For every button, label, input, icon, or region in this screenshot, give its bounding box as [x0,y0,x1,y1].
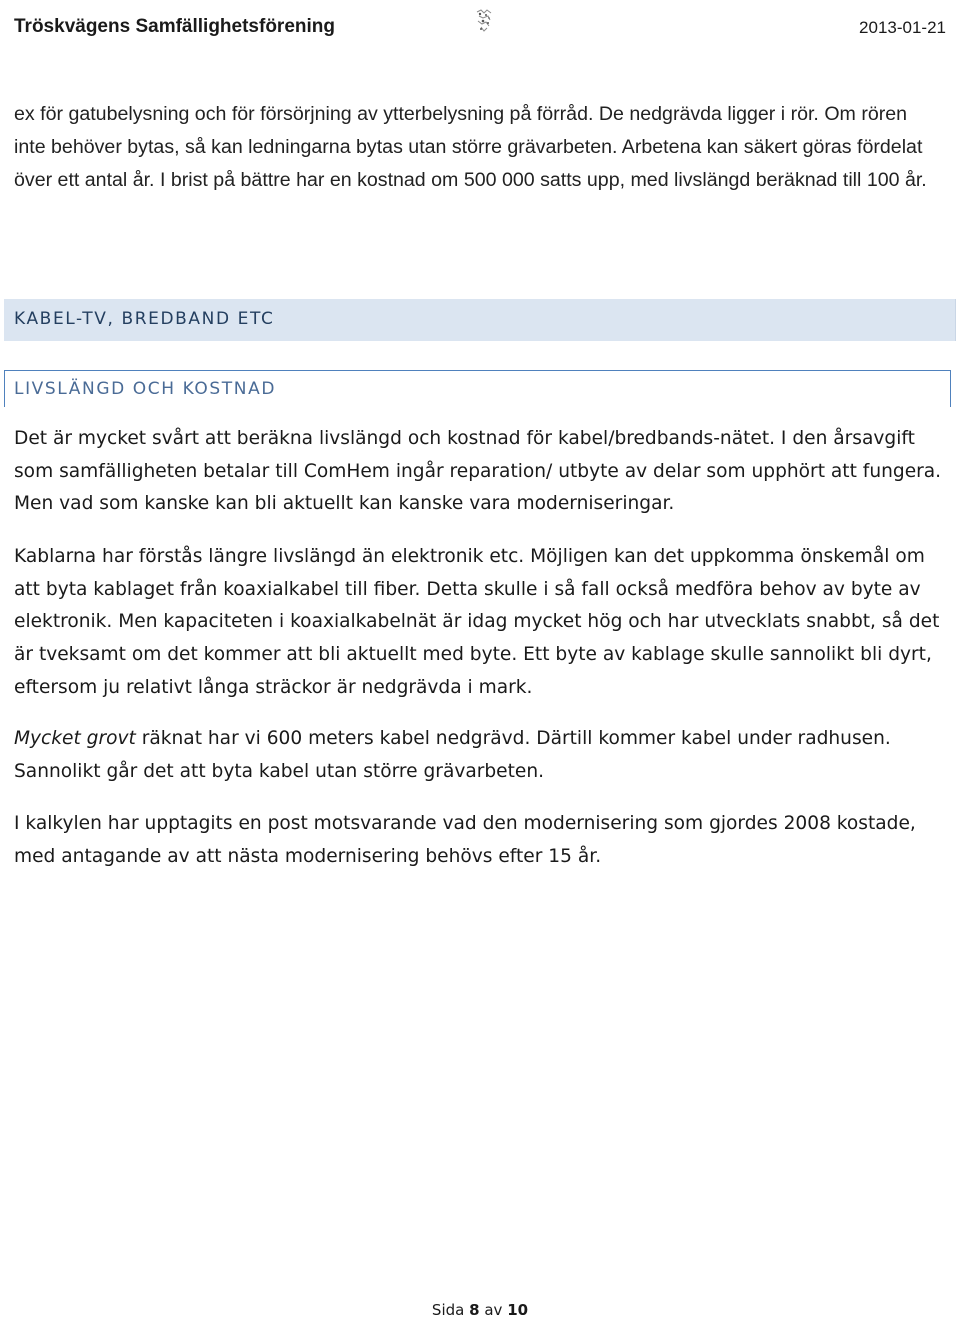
section-heading: KABEL-TV, BREDBAND ETC [14,309,275,329]
subsection-heading-frame [4,370,951,407]
paragraph-emphasis: Mycket grovt [14,728,136,749]
paragraph-cable-fiber: Kablarna har förstås längre livslängd än elektronik etc. Möjligen kan det uppkomma önskemål om att byta kablaget från koaxialkabel till fiber. Detta skulle i så fall också medföra behov av byte av elektronik. Men kapaciteten i koaxialkabelnät är idag mycket hög och har utvecklats snabbt, så det är tveksamt om det kommer att bli aktuellt med byte. Ett byte av kablage skulle sannolikt bli dyrt, eftersom ju relativt långa sträckor är nedgrävda i mark. [14,546,940,698]
intro-paragraph: ex för gatubelysning och för försörjning av ytterbelysning på förråd. De nedgrävda ligger i rör. Om rören inte behöver bytas, så kan ledningarna bytas utan större grävarbeten. Arbetena kan säkert göras fördelat över ett antal år. I brist på bättre har en kostnad om 500 000 satts upp, med livslängd beräknad till 100 år. [14,103,927,191]
total-page-count: 10 [507,1301,529,1319]
document-date: 2013-01-21 [859,18,946,37]
organization-name: Tröskvägens Samfällighetsförening [14,16,335,37]
association-logo-icon [469,6,499,36]
paragraph-lifetime-cost: Det är mycket svårt att beräkna livslängd och kostnad för kabel/bredbands-nätet. I den årsavgift som samfälligheten betalar till ComHem ingår reparation/ utbyte av delar som upphört att fungera. Men vad som kanske kan bli aktuellt kan kanske vara moderniseringar. [14,428,942,515]
page-header [14,14,946,44]
subsection-heading: LIVSLÄNGD OCH KOSTNAD [14,379,277,399]
paragraph-cable-length-text: räknat har vi 600 meters kabel nedgrävd. Därtill kommer kabel under radhusen. Sannolikt går det att byta kabel utan större grävarbeten. [14,728,891,782]
page-label: Sida [431,1301,465,1319]
paragraph-cable-length [14,723,950,788]
page-separator: av [484,1301,503,1319]
paragraph-calculation: I kalkylen har upptagits en post motsvarande vad den modernisering som gjordes 2008 kostade, med antagande av att nästa modernisering behövs efter 15 år. [14,813,916,867]
page-footer [0,1301,960,1319]
current-page-number: 8 [469,1301,480,1319]
section-heading-band [4,299,956,341]
